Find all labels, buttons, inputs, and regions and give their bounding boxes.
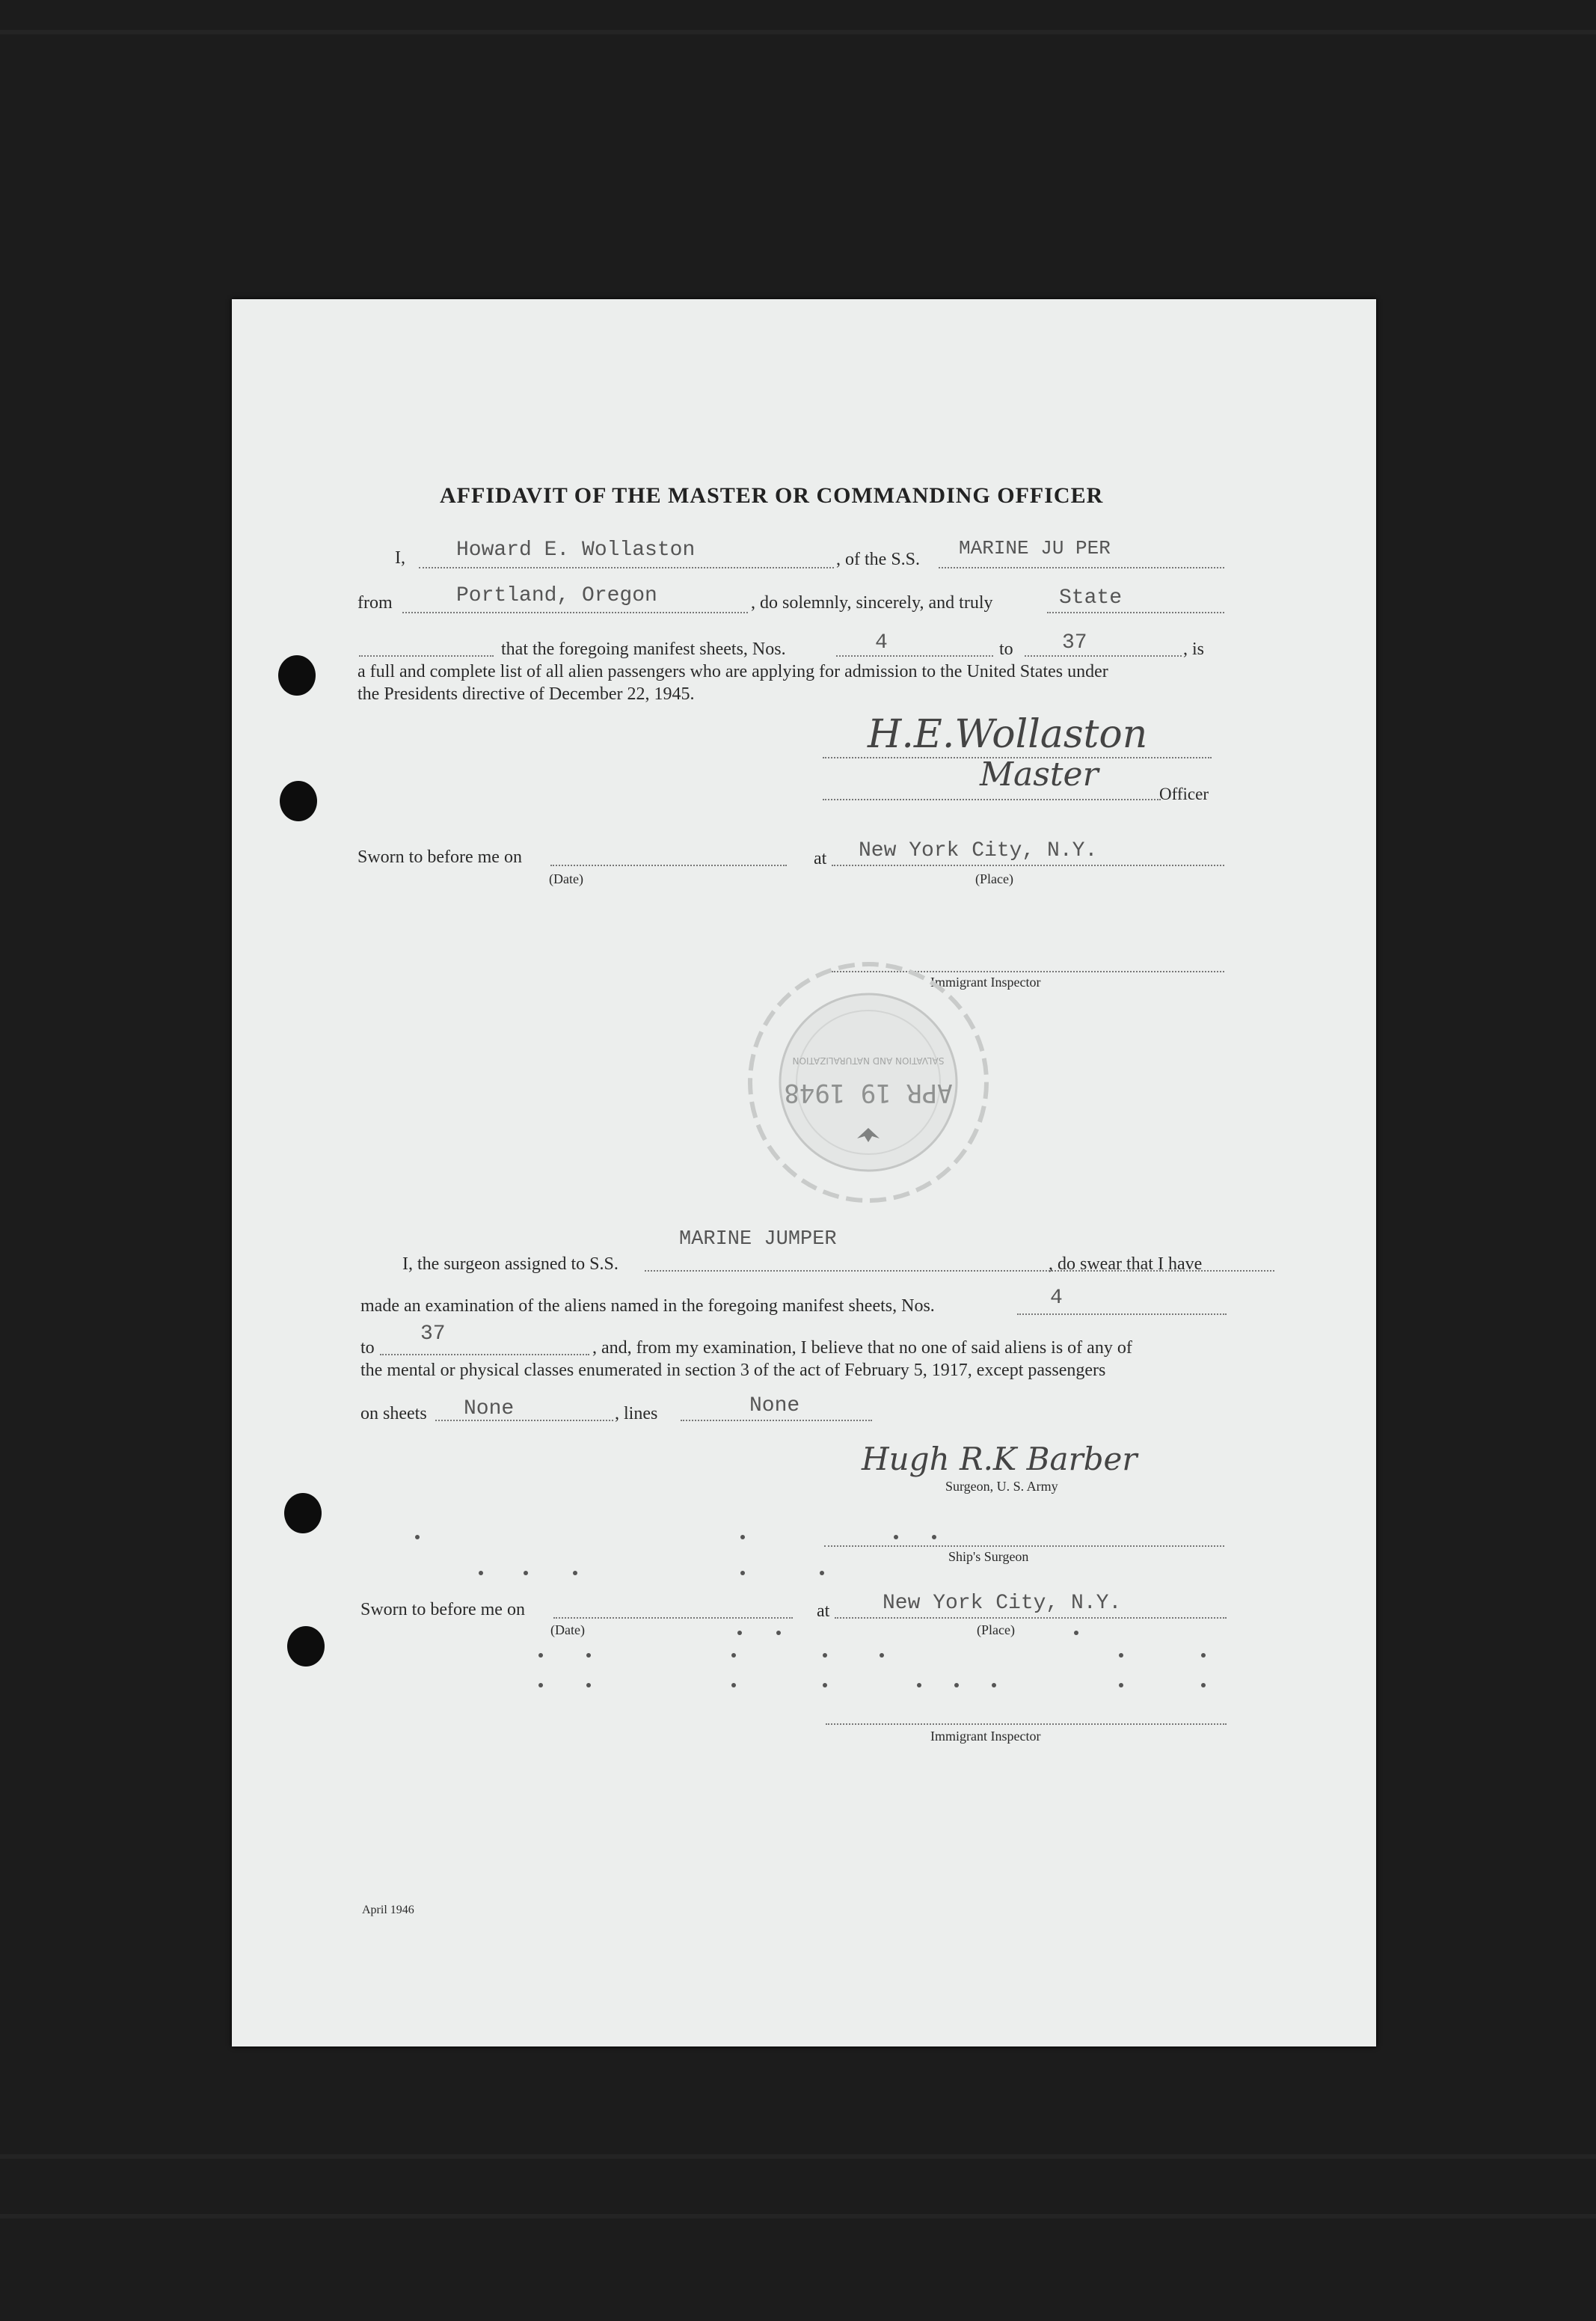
belief-text: , and, from my examination, I believe that no one of said aliens is of any of — [592, 1338, 1132, 1358]
name-underline — [419, 567, 834, 568]
sworn-label: Sworn to before me on — [357, 847, 522, 867]
place-label: (Place) — [975, 871, 1013, 886]
from-underline — [402, 612, 748, 613]
sworn-label-2: Sworn to before me on — [360, 1600, 525, 1619]
place-value-2: New York City, N.Y. — [883, 1592, 1122, 1615]
officer-handwritten: Master — [980, 755, 1099, 794]
classes-text: the mental or physical classes enumerated in section 3 of the act of February 5, 1917, except passengers — [360, 1361, 1106, 1380]
place-underline — [832, 865, 1224, 866]
i-label: I, — [395, 548, 405, 568]
surgeon-signature: Hugh R.K Barber — [862, 1441, 1138, 1477]
on-sheets-label: on sheets — [360, 1404, 427, 1423]
at-label-2: at — [817, 1601, 830, 1621]
surgeon-intro: I, the surgeon assigned to S.S. — [402, 1254, 619, 1274]
sheet-from-underline — [836, 655, 993, 657]
sheet-from: 4 — [875, 631, 888, 654]
officer-underline — [823, 799, 1161, 800]
footer-date: April 1946 — [362, 1904, 414, 1916]
date-underline — [550, 865, 787, 866]
sheets-underline — [435, 1420, 613, 1421]
sheet-to: 37 — [1062, 631, 1087, 654]
surgeon-rank: Surgeon, U. S. Army — [945, 1479, 1058, 1494]
date-label-2: (Date) — [550, 1622, 585, 1637]
of-ss-label: , of the S.S. — [836, 550, 921, 569]
punch-hole — [287, 1626, 325, 1667]
to-label: to — [999, 640, 1013, 659]
exam-from-underline — [1017, 1313, 1227, 1315]
exam-from: 4 — [1050, 1287, 1063, 1310]
officer-label: Officer — [1159, 785, 1209, 803]
lines-label: , lines — [615, 1404, 658, 1423]
statement-line-3: the Presidents directive of December 22, 1945. — [357, 684, 695, 704]
ships-surgeon-underline — [824, 1545, 1224, 1547]
punch-hole — [278, 655, 316, 696]
ship-name: MARINE JU PER — [959, 537, 1111, 559]
stamp-date: APR 19 1948 — [784, 1078, 953, 1108]
date-underline-2 — [553, 1617, 793, 1619]
master-name: Howard E. Wollaston — [456, 539, 696, 562]
swear-text: , do swear that I have — [1049, 1254, 1203, 1274]
surgeon-ship: MARINE JUMPER — [679, 1228, 837, 1251]
exam-to: 37 — [420, 1322, 446, 1346]
from-label: from — [357, 593, 393, 613]
inspector-underline-2 — [826, 1723, 1227, 1725]
ships-surgeon-label: Ship's Surgeon — [948, 1549, 1029, 1564]
is-label: , is — [1183, 640, 1205, 659]
master-signature: H.E.Wollaston — [868, 712, 1148, 757]
exam-to-label: to — [360, 1338, 375, 1358]
from-place: Portland, Oregon — [456, 584, 657, 607]
ship-underline — [939, 567, 1224, 568]
stamp-inner-text: SALVATION AND NATURALIZATION — [792, 1055, 945, 1066]
lines-underline — [681, 1420, 872, 1421]
punch-hole — [280, 781, 317, 821]
lines-value: None — [749, 1394, 800, 1417]
date-label: (Date) — [549, 871, 583, 886]
state-word: State — [1059, 586, 1123, 610]
punch-hole — [284, 1493, 322, 1533]
sheet-to-underline — [1025, 655, 1182, 657]
solemnly-text: , do solemnly, sincerely, and truly — [751, 593, 993, 613]
form-title: AFFIDAVIT OF THE MASTER OR COMMANDING OFFICER — [440, 483, 1104, 508]
immigration-stamp — [745, 959, 992, 1206]
place-underline-2 — [835, 1617, 1227, 1619]
exam-text: made an examination of the aliens named in the foregoing manifest sheets, Nos. — [360, 1296, 935, 1316]
place-label-2: (Place) — [977, 1622, 1015, 1637]
statement-line-2: a full and complete list of all alien passengers who are applying for admission to the United States under — [357, 662, 1108, 681]
sheets-value: None — [464, 1397, 515, 1420]
at-label: at — [814, 849, 827, 868]
that-text: that the foregoing manifest sheets, Nos. — [501, 640, 786, 659]
immigrant-inspector-label: Immigrant Inspector — [930, 975, 1041, 990]
place-value: New York City, N.Y. — [859, 839, 1098, 862]
affidavit-page — [232, 299, 1376, 2046]
immigrant-inspector-label-2: Immigrant Inspector — [930, 1729, 1041, 1744]
state-underline — [1047, 612, 1224, 613]
exam-to-underline — [380, 1354, 589, 1355]
blank-underline — [359, 655, 494, 657]
